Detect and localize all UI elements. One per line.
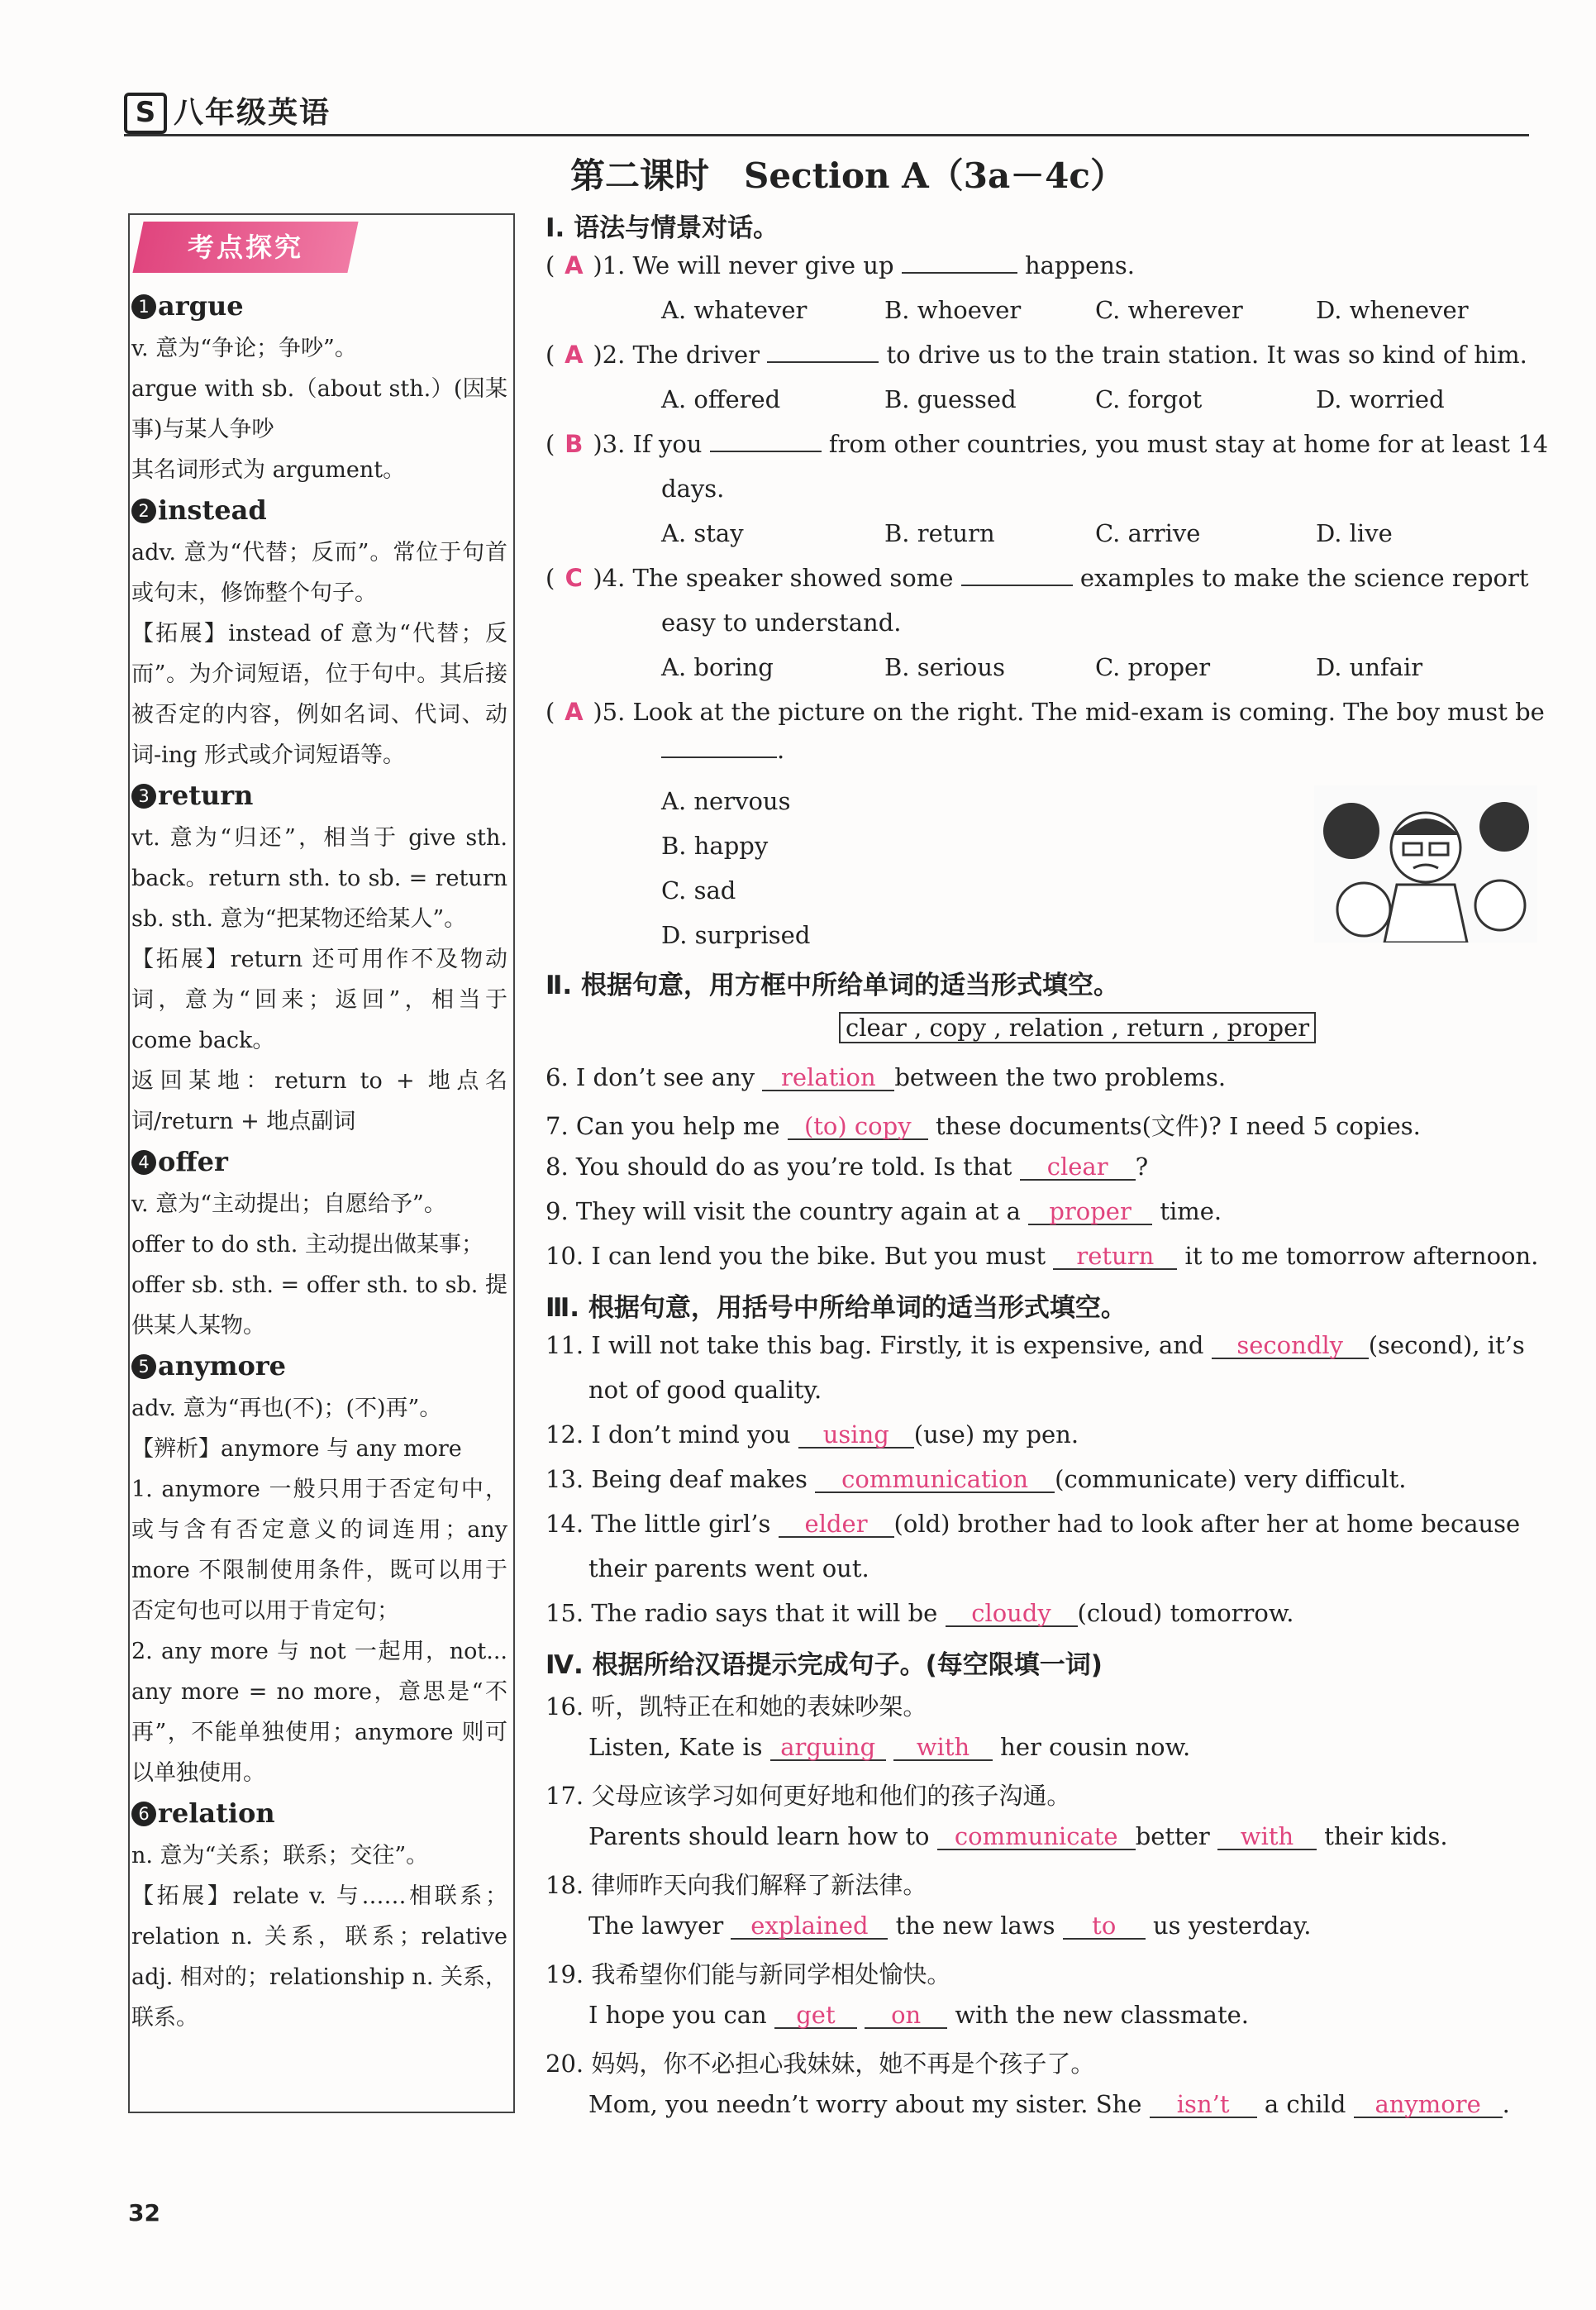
item-text: Mom, you needn’t worry about my sister. She — [588, 2090, 1142, 2118]
question-text: )4. The speaker showed some — [593, 564, 954, 592]
item-text: 6. I don’t see any — [545, 1063, 755, 1091]
entry-word: instead — [158, 494, 267, 526]
option-c: C. wherever — [1095, 296, 1243, 324]
option-a: A. whatever — [661, 296, 808, 324]
translate-item-18-cn: 18. 律师昨天向我们解释了新法律。 — [545, 1871, 927, 1899]
question-text: )3. If you — [593, 430, 703, 458]
fill-item-14 — [545, 1510, 1520, 1538]
fill-item-7 — [545, 1108, 1421, 1142]
entry-argue — [131, 286, 507, 490]
option-d: D. worried — [1316, 385, 1445, 413]
entry-line: 2. any more 与 not 一起用，not... any more = no more，意思是“不再”，不能单独使用；anymore 则可以单独使用。 — [131, 1639, 507, 1786]
question-1: ( A )1. We will never give up happens. — [545, 251, 1136, 279]
item-text: (second), it’s — [1368, 1331, 1525, 1359]
question-text: from other countries, you must stay at home for at least 14 — [828, 430, 1549, 458]
option-b: B. guessed — [884, 385, 1017, 413]
answer-blank: isn’t — [1150, 2092, 1257, 2118]
entry-word: return — [158, 780, 254, 811]
question-4: ( C )4. The speaker showed some examples to make the science report — [545, 564, 1529, 592]
translate-item-17-cn: 17. 父母应该学习如何更好地和他们的孩子沟通。 — [545, 1782, 1071, 1810]
fill-item-9 — [545, 1197, 1222, 1225]
item-text: (use) my pen. — [913, 1420, 1079, 1449]
item-text: (old) brother had to look after her at home because — [893, 1510, 1521, 1538]
fill-item-8 — [545, 1153, 1148, 1181]
translate-item-19-cn: 19. 我希望你们能与新同学相处愉快。 — [545, 1960, 951, 1988]
section3-title: Ⅲ. 根据句意，用括号中所给单词的适当形式填空。 — [545, 1293, 1127, 1323]
answer-blank: proper — [1028, 1199, 1152, 1225]
option-d: D. surprised — [661, 921, 811, 949]
entry-line: 【辨析】anymore 与 any more — [131, 1436, 462, 1462]
item-text: 10. I can lend you the bike. But you must — [545, 1242, 1046, 1270]
answer-blank: cloudy — [946, 1601, 1078, 1627]
question-text: )1. We will never give up — [593, 251, 894, 279]
entry-line: 其名词形式为 argument。 — [131, 457, 406, 483]
option-c: C. arrive — [1095, 519, 1201, 547]
option-b: B. return — [884, 519, 995, 547]
entry-number: 4 — [131, 1150, 156, 1175]
sidebar-tag-label: 考点探究 — [187, 231, 303, 263]
item-text: 9. They will visit the country again at a — [545, 1197, 1021, 1225]
item-text: 13. Being deaf makes — [545, 1465, 808, 1493]
entry-line: v. 意为“主动提出；自愿给予”。 — [131, 1191, 446, 1217]
answer-blank: clear — [1020, 1154, 1136, 1181]
entry-line: 返回某地：return to + 地点名词/return + 地点副词 — [131, 1068, 507, 1134]
option-c: C. sad — [661, 876, 736, 904]
answer-mark: A — [565, 251, 584, 279]
entry-line: offer to do sth. 主动提出做某事； — [131, 1232, 484, 1258]
word-box-text: clear , copy , relation , return , proper — [839, 1012, 1316, 1043]
item-text: . — [1502, 2090, 1510, 2118]
entry-instead — [131, 490, 507, 776]
item-text: (communicate) very difficult. — [1055, 1465, 1407, 1493]
question-text: )2. The driver — [593, 341, 760, 369]
entry-line: 【拓展】relate v. 与……相联系；relation n. 关系，联系；relative adj. 相对的；relationship n. 关系，联系。 — [131, 1883, 507, 2031]
item-text: 12. I don’t mind you — [545, 1420, 791, 1449]
nervous-boy-illustration — [1314, 785, 1537, 943]
translate-item-16-cn: 16. 听，凯特正在和她的表妹吵架。 — [545, 1692, 927, 1721]
entry-line: 【拓展】instead of 意为“代替；反而”。为介词短语，位于句中。其后接被否定的内容，例如名词、代词、动词-ing 形式或介词短语等。 — [131, 621, 507, 768]
question-2: ( A )2. The driver to drive us to the train station. It was so kind of him. — [545, 341, 1527, 369]
answer-blank: relation — [762, 1065, 894, 1091]
item-text: her cousin now. — [1000, 1733, 1191, 1761]
answer-blank: elder — [779, 1511, 894, 1538]
answer-blank: communication — [815, 1467, 1055, 1493]
answer-mark: C — [565, 564, 583, 592]
item-text: their kids. — [1324, 1822, 1448, 1850]
entry-return — [131, 776, 507, 1142]
entry-line: vt. 意为“归还”，相当于 give sth. back。return sth. to sb. = return sb. sth. 意为“把某物还给某人”。 — [131, 825, 507, 932]
entry-number: 2 — [131, 499, 156, 523]
answer-blank: secondly — [1212, 1333, 1369, 1359]
item-text: 8. You should do as you’re told. Is that — [545, 1153, 1012, 1181]
item-text: it to me tomorrow afternoon. — [1184, 1242, 1539, 1270]
entry-number: 6 — [131, 1802, 156, 1826]
item-continuation: their parents went out. — [588, 1554, 869, 1582]
item-text: between the two problems. — [894, 1063, 1227, 1091]
entry-line: adv. 意为“代替；反而”。常位于句首或句末，修饰整个句子。 — [131, 540, 507, 606]
option-a: A. offered — [661, 385, 781, 413]
answer-blank — [767, 361, 879, 363]
option-b: B. happy — [661, 832, 769, 860]
answer-blank: anymore — [1354, 2092, 1503, 2118]
fill-item-13 — [545, 1465, 1406, 1493]
answer-blank: using — [798, 1422, 914, 1449]
translate-item-20 — [588, 2090, 1510, 2118]
question-3: ( B )3. If you from other countries, you must stay at home for at least 14 — [545, 430, 1549, 458]
answer-blank-line: . — [661, 736, 784, 764]
entry-word: anymore — [158, 1350, 287, 1382]
question-text: examples to make the science report — [1079, 564, 1529, 592]
fill-item-10 — [545, 1242, 1538, 1270]
answer-blank: explained — [731, 1913, 888, 1940]
answer-blank: to — [1063, 1913, 1146, 1940]
item-text: a child — [1264, 2090, 1346, 2118]
item-text: 14. The little girl’s — [545, 1510, 771, 1538]
translate-item-17 — [588, 1822, 1448, 1850]
answer-blank — [902, 272, 1017, 274]
word-box — [839, 1014, 1316, 1042]
answer-blank: with — [1217, 1824, 1317, 1850]
question-text: )5. Look at the picture on the right. The mid-exam is coming. The boy must be — [593, 698, 1545, 726]
sidebar-key-points — [128, 213, 515, 2113]
item-continuation: not of good quality. — [588, 1376, 822, 1404]
item-text: I hope you can — [588, 2001, 767, 2029]
answer-blank: get — [774, 2002, 857, 2029]
fill-item-11 — [545, 1331, 1525, 1359]
option-b: B. whoever — [884, 296, 1022, 324]
translate-item-19 — [588, 2001, 1249, 2029]
item-text: ? — [1135, 1153, 1149, 1181]
option-b: B. serious — [884, 653, 1005, 681]
header-title: 八年级英语 — [174, 96, 331, 130]
answer-mark: A — [565, 341, 584, 369]
question-text: to drive us to the train station. It was so kind of him. — [886, 341, 1527, 369]
entry-relation — [131, 1793, 507, 2038]
answer-blank — [661, 756, 777, 758]
answer-blank: (to) copy — [788, 1114, 928, 1140]
entry-line: 【拓展】return 还可用作不及物动词，意为“回来；返回”，相当于 come back。 — [131, 947, 507, 1053]
item-text: The lawyer — [588, 1911, 724, 1940]
answer-blank — [961, 585, 1073, 586]
entry-offer — [131, 1142, 507, 1346]
answer-blank — [710, 451, 822, 452]
exam-paper-bubble-3 — [1337, 883, 1390, 936]
item-text: Parents should learn how to — [588, 1822, 930, 1850]
item-text: 15. The radio says that it will be — [545, 1599, 938, 1627]
answer-blank: return — [1053, 1243, 1177, 1270]
item-text: the new laws — [895, 1911, 1055, 1940]
option-a: A. boring — [661, 653, 774, 681]
sidebar-tag — [132, 222, 358, 273]
item-text: us yesterday. — [1152, 1911, 1312, 1940]
entry-number: 3 — [131, 784, 156, 809]
option-d: D. unfair — [1316, 653, 1423, 681]
fill-item-12 — [545, 1420, 1079, 1449]
translate-item-20-cn: 20. 妈妈，你不必担心我妹妹，她不再是个孩子了。 — [545, 2050, 1095, 2078]
entry-word: argue — [158, 290, 244, 322]
lesson-title: 第二课时 Section A（3a－4c） — [570, 155, 1125, 196]
item-text: 7. Can you help me — [545, 1112, 780, 1140]
entry-word: offer — [158, 1146, 228, 1177]
entry-line: v. 意为“争论；争吵”。 — [131, 336, 357, 361]
exam-paper-bubble-1 — [1323, 803, 1379, 859]
fill-item-15 — [545, 1599, 1293, 1627]
section4-title: Ⅳ. 根据所给汉语提示完成句子。(每空限填一词) — [545, 1650, 1103, 1680]
option-c: C. proper — [1095, 653, 1211, 681]
item-text: (cloud) tomorrow. — [1077, 1599, 1294, 1627]
item-text: with the new classmate. — [955, 2001, 1249, 2029]
option-d: D. whenever — [1316, 296, 1469, 324]
entry-anymore — [131, 1346, 507, 1793]
answer-blank: communicate — [937, 1824, 1136, 1850]
question-continuation: days. — [661, 475, 725, 503]
item-text: time. — [1160, 1197, 1222, 1225]
answer-blank: arguing — [770, 1735, 886, 1761]
entry-word: relation — [158, 1797, 275, 1829]
option-d: D. live — [1316, 519, 1393, 547]
entry-line: n. 意为“关系；联系；交往”。 — [131, 1843, 429, 1869]
sidebar-content — [131, 286, 507, 2038]
answer-blank: on — [865, 2002, 947, 2029]
question-5: ( A )5. Look at the picture on the right. The mid-exam is coming. The boy must be — [545, 698, 1545, 726]
item-text: Listen, Kate is — [588, 1733, 763, 1761]
fill-item-6 — [545, 1063, 1226, 1091]
page-number: 32 — [128, 2199, 160, 2226]
item-text: these documents(文件)? I need 5 copies. — [936, 1112, 1421, 1140]
answer-blank: with — [893, 1735, 993, 1761]
boy-body — [1384, 885, 1467, 943]
answer-mark: B — [565, 430, 584, 458]
exam-paper-bubble-2 — [1479, 802, 1529, 852]
option-a: A. nervous — [661, 787, 791, 815]
entry-line: offer sb. sth. = offer sth. to sb. 提供某人某物。 — [131, 1272, 507, 1339]
entry-line: argue with sb.（about sth.）(因某事)与某人争吵 — [131, 376, 507, 442]
translate-item-16 — [588, 1733, 1190, 1761]
exam-paper-bubble-4 — [1475, 881, 1525, 930]
header-rule — [124, 134, 1529, 136]
question-text: happens. — [1024, 251, 1136, 279]
section2-title: Ⅱ. 根据句意，用方框中所给单词的适当形式填空。 — [545, 971, 1119, 1000]
section1-title: Ⅰ. 语法与情景对话。 — [545, 213, 779, 243]
option-c: C. forgot — [1095, 385, 1203, 413]
entry-line: adv. 意为“再也(不)；(不)再”。 — [131, 1396, 442, 1421]
option-a: A. stay — [661, 519, 744, 547]
entry-line: 1. anymore 一般只用于否定句中，或与含有否定意义的词连用；any more 不限制使用条件，既可以用于否定句也可以用于肯定句； — [131, 1477, 507, 1624]
item-text: better — [1135, 1822, 1210, 1850]
entry-number: 5 — [131, 1354, 156, 1379]
header-logo: S — [124, 93, 167, 134]
translate-item-18 — [588, 1911, 1311, 1940]
entry-number: 1 — [131, 294, 156, 319]
answer-mark: A — [565, 698, 584, 726]
item-text: 11. I will not take this bag. Firstly, it is expensive, and — [545, 1331, 1204, 1359]
question-continuation: easy to understand. — [661, 609, 902, 637]
